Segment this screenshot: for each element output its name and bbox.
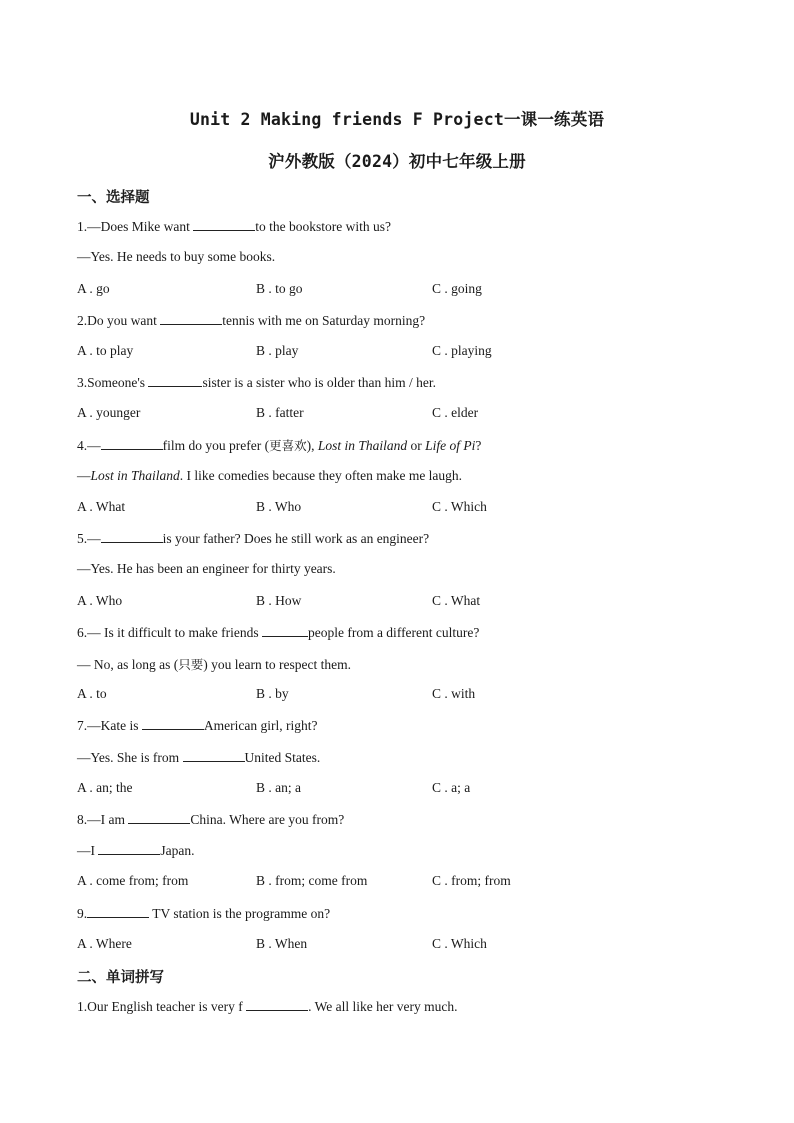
option-b: B . When xyxy=(256,936,308,951)
reply-text: Japan. xyxy=(160,843,195,858)
option-c: C . going xyxy=(432,281,482,296)
question-6-reply xyxy=(77,655,351,673)
film-title: Lost in Thailand xyxy=(317,438,408,453)
answer-blank xyxy=(128,811,190,824)
option-a: A . Who xyxy=(77,593,123,608)
question-text: 9. xyxy=(77,906,88,921)
question-text: China. Where are you from? xyxy=(190,812,345,827)
option-c: C . Which xyxy=(432,499,487,514)
reply-text: ) you learn to respect them. xyxy=(203,657,351,672)
option-c: C . playing xyxy=(432,343,492,358)
answer-blank xyxy=(160,312,222,325)
answer-blank xyxy=(87,905,149,918)
answer-blank xyxy=(148,374,202,387)
option-a: A . an; the xyxy=(77,780,133,795)
spelling-question-1 xyxy=(77,998,457,1015)
question-text: American girl, right? xyxy=(203,718,318,733)
option-c: C . elder xyxy=(432,405,479,420)
question-4 xyxy=(77,436,481,454)
option-b: B . play xyxy=(256,343,299,358)
answer-blank xyxy=(142,717,204,730)
question-text: ), xyxy=(306,438,318,453)
document-subtitle: 沪外教版（2024）初中七年级上册 xyxy=(268,152,526,171)
question-5 xyxy=(77,530,429,547)
section-heading-spelling: 二、单词拼写 xyxy=(77,970,164,986)
question-text: to the bookstore with us? xyxy=(255,219,391,234)
question-text: 7.—Kate is xyxy=(77,718,142,733)
question-text: 5.— xyxy=(77,531,101,546)
question-text: 1.Our English teacher is very f xyxy=(77,999,247,1014)
option-c: C . with xyxy=(432,686,476,701)
option-a: A . younger xyxy=(77,405,141,420)
question-text: 1.—Does Mike want xyxy=(77,219,194,234)
option-c: C . What xyxy=(432,593,481,608)
question-1 xyxy=(77,218,391,235)
reply-text: . I like comedies because they often make me laugh. xyxy=(179,468,463,483)
option-a: A . go xyxy=(77,281,110,296)
chinese-gloss: 更喜欢 xyxy=(269,438,307,453)
question-text: 4.— xyxy=(77,438,101,453)
answer-blank xyxy=(101,530,163,543)
answer-blank xyxy=(98,842,160,855)
option-c: C . Which xyxy=(432,936,487,951)
question-6 xyxy=(77,624,479,641)
question-text: . We all like her very much. xyxy=(308,999,458,1014)
reply-text: —I xyxy=(77,843,99,858)
option-b: B . to go xyxy=(256,281,303,296)
question-text: is your father? Does he still work as an engineer? xyxy=(162,531,430,546)
option-b: B . How xyxy=(256,593,302,608)
question-text: tennis with me on Saturday morning? xyxy=(222,313,426,328)
reply-dash: — xyxy=(77,468,91,483)
question-text: or xyxy=(407,438,426,453)
question-text: 6.— Is it difficult to make friends xyxy=(77,625,262,640)
question-8-reply xyxy=(77,842,195,859)
question-1-reply: —Yes. He needs to buy some books. xyxy=(77,249,276,264)
option-a: A . Where xyxy=(77,936,132,951)
question-text: ? xyxy=(475,438,482,453)
question-7-reply xyxy=(77,749,320,766)
question-8 xyxy=(77,811,344,828)
document-title: Unit 2 Making friends F Project一课一练英语 xyxy=(189,110,605,129)
question-text: TV station is the programme on? xyxy=(149,906,331,921)
answer-blank xyxy=(183,749,245,762)
film-title: Life of Pi xyxy=(425,438,476,453)
option-c: C . a; a xyxy=(432,780,471,795)
answer-blank xyxy=(262,624,308,637)
answer-blank xyxy=(101,437,163,450)
reply-text: — No, as long as ( xyxy=(77,657,179,672)
question-text: people from a different culture? xyxy=(307,625,480,640)
question-text: 2.Do you want xyxy=(77,313,161,328)
question-3 xyxy=(77,374,436,391)
question-text: sister is a sister who is older than him / her. xyxy=(202,375,437,390)
film-title: Lost in Thailand xyxy=(90,468,180,483)
option-b: B . by xyxy=(256,686,289,701)
option-a: A . What xyxy=(77,499,126,514)
option-a: A . to xyxy=(77,686,107,701)
answer-blank xyxy=(193,218,255,231)
question-9 xyxy=(77,905,330,922)
reply-text: —Yes. She is from xyxy=(77,750,183,765)
question-5-reply: —Yes. He has been an engineer for thirty years. xyxy=(77,561,336,576)
chinese-gloss: 只要 xyxy=(178,657,204,672)
question-text: film do you prefer ( xyxy=(162,438,270,453)
question-text: 3.Someone's xyxy=(77,375,149,390)
question-text: 8.—I am xyxy=(77,812,129,827)
option-b: B . Who xyxy=(256,499,302,514)
answer-blank xyxy=(246,998,308,1011)
question-7 xyxy=(77,717,317,734)
option-b: B . an; a xyxy=(256,780,301,795)
option-a: A . come from; from xyxy=(77,873,189,888)
reply-text: United States. xyxy=(244,750,321,765)
section-heading-multiple-choice: 一、选择题 xyxy=(77,190,150,206)
question-2 xyxy=(77,312,425,329)
option-b: B . fatter xyxy=(256,405,304,420)
option-a: A . to play xyxy=(77,343,134,358)
option-b: B . from; come from xyxy=(256,873,368,888)
option-c: C . from; from xyxy=(432,873,511,888)
question-4-reply xyxy=(77,468,462,484)
